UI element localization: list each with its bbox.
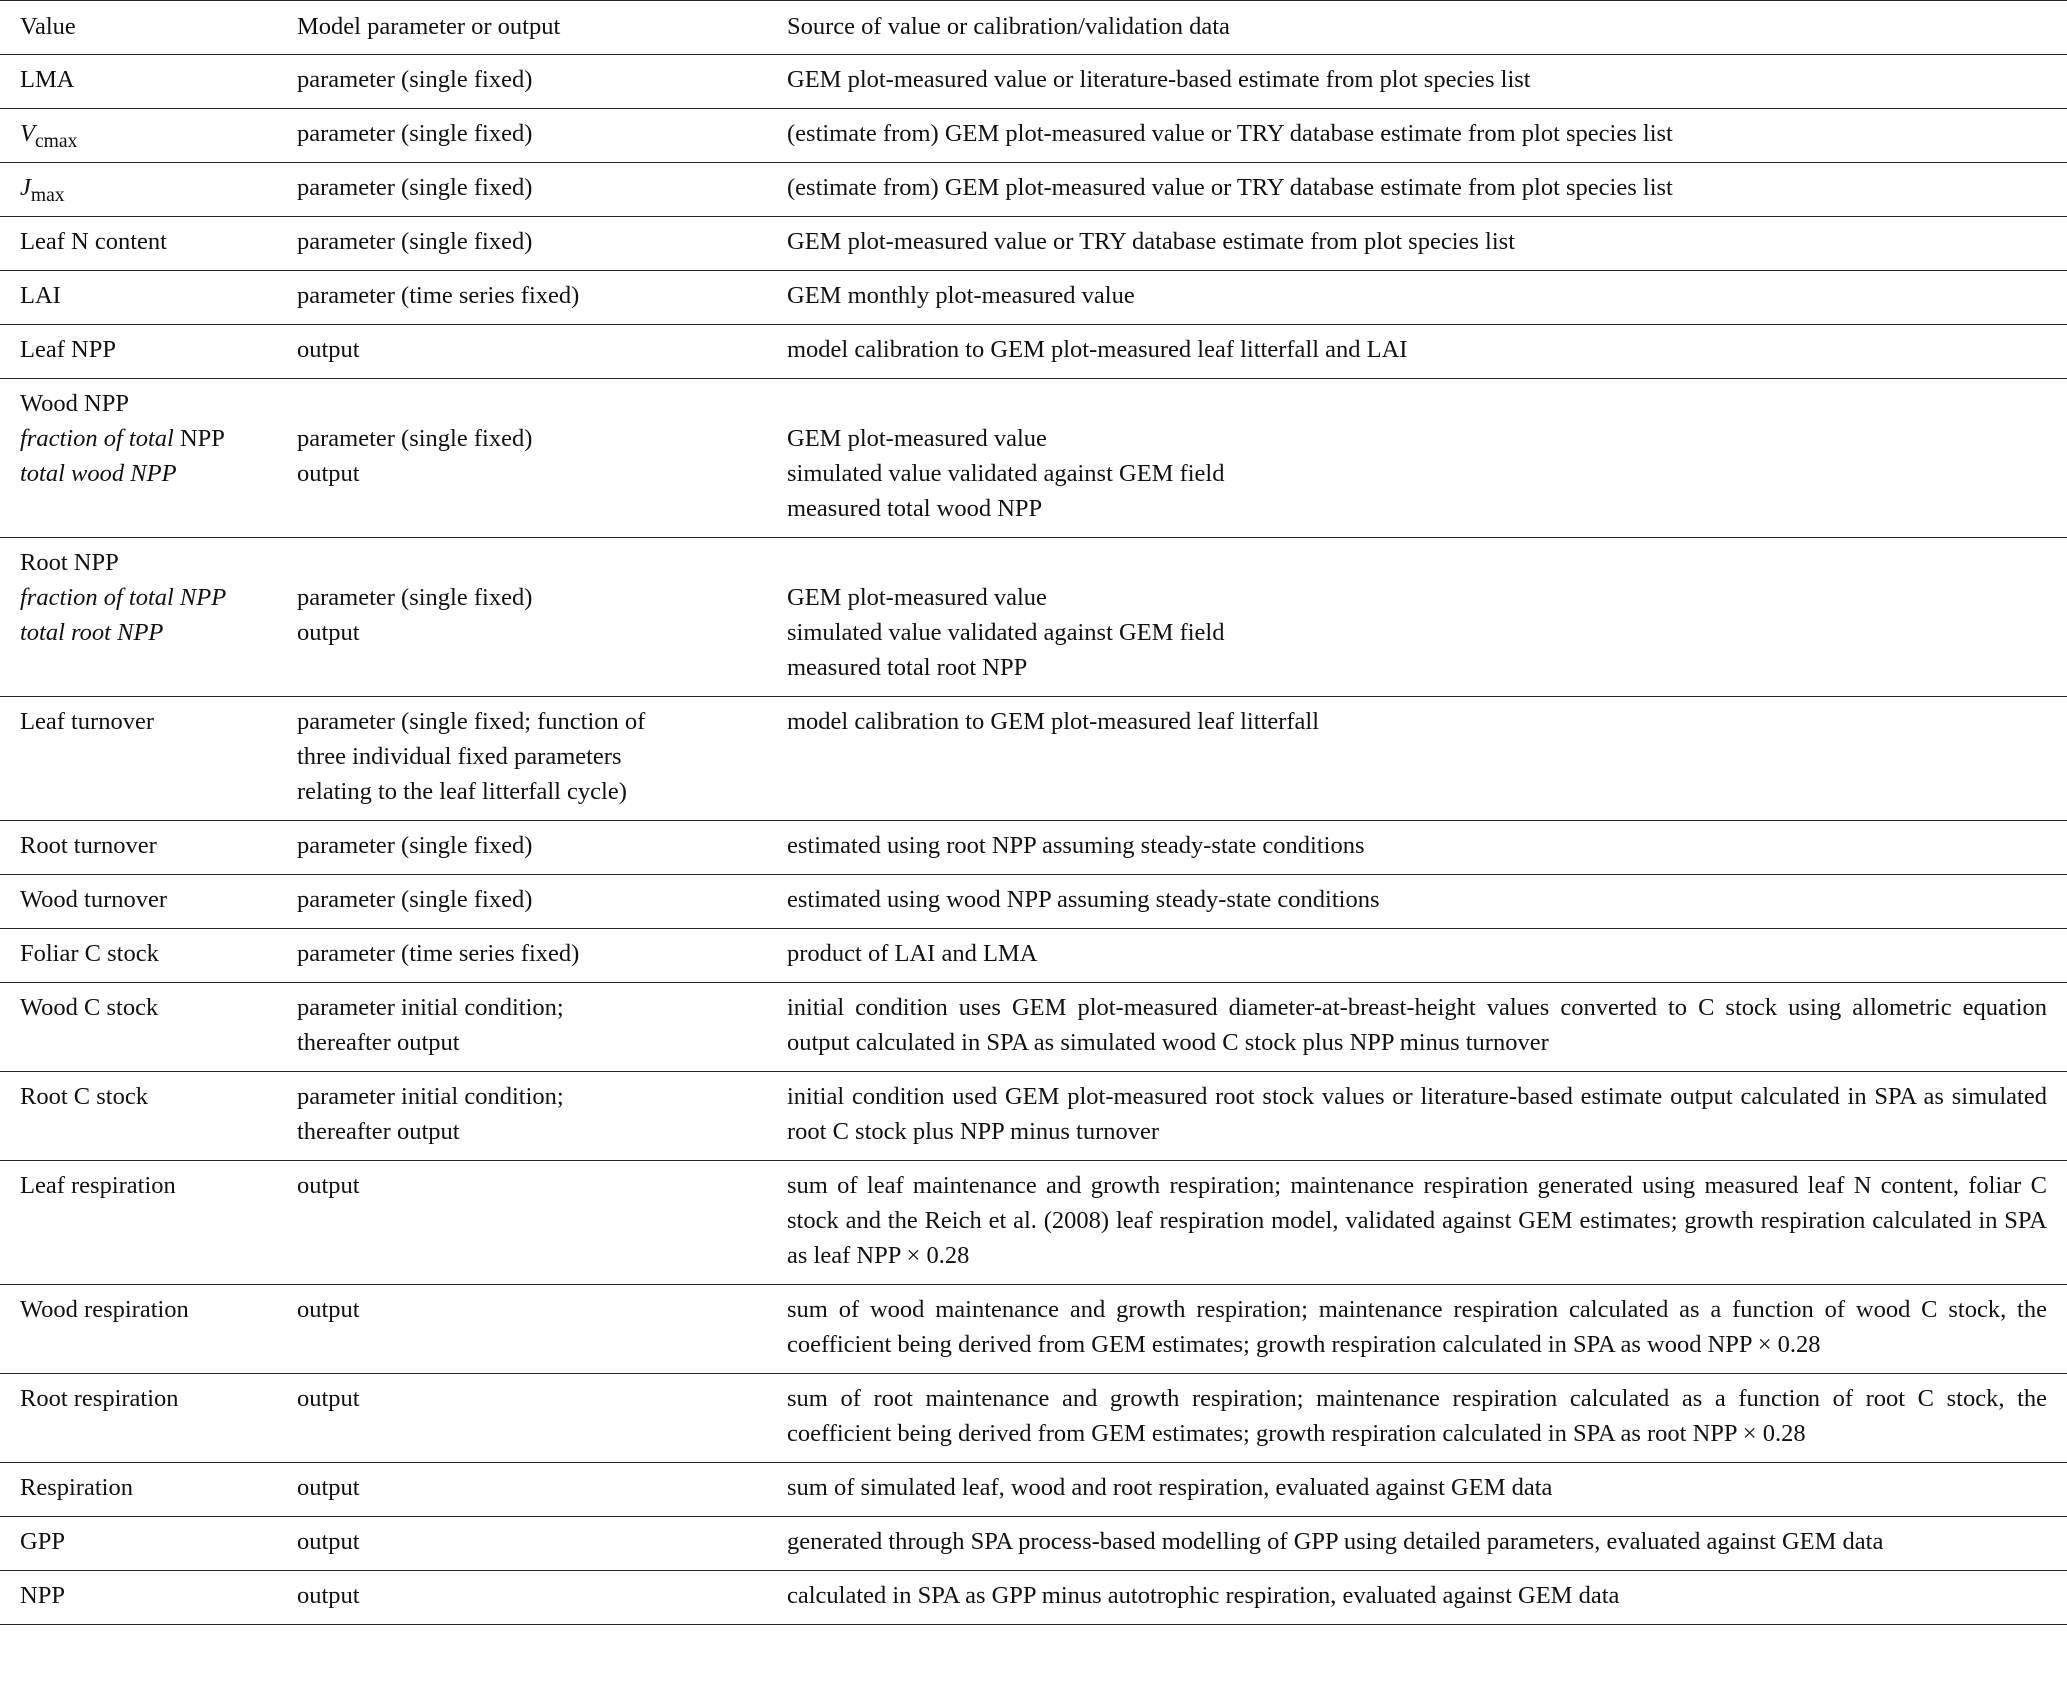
model-cell: output [297,1474,360,1501]
value-subitem: fraction of total NPP [20,425,225,452]
value-cell: Root turnover [20,832,157,859]
model-cell: parameter (single fixed) [297,886,533,913]
model-line: parameter (single fixed) [297,584,533,611]
value-cell [0,109,297,163]
model-cell: output [297,1582,360,1609]
value-cell: Root C stock [20,1083,148,1110]
value-cell: NPP [20,1582,65,1609]
value-cell: Wood C stock [20,994,159,1021]
model-line: parameter (single fixed) [297,425,533,452]
table-row [0,1285,2067,1374]
value-subitem: total wood NPP [20,460,177,487]
table-row [0,697,2067,821]
source-cell: model calibration to GEM plot-measured leaf litterfall and LAI [787,336,1408,363]
source-cell: GEM plot-measured value or literature-based estimate from plot species list [787,66,1531,93]
column-header-value: Value [20,13,76,40]
model-line: thereafter output [297,1118,460,1145]
model-line: parameter initial condition; [297,994,564,1021]
source-cell: product of LAI and LMA [787,940,1038,967]
value-symbol: J [20,174,31,201]
value-cell [0,538,297,697]
source-line: simulated value validated against GEM field [787,460,1225,487]
value-cell [0,163,297,217]
source-cell: (estimate from) GEM plot-measured value or TRY database estimate from plot species list [787,174,1673,201]
value-cell: Leaf turnover [20,708,154,735]
source-line: measured total root NPP [787,654,1028,681]
table-row [0,217,2067,271]
source-cell: estimated using root NPP assuming steady-state conditions [787,832,1365,859]
table-row [0,325,2067,379]
value-cell: LAI [20,282,61,309]
model-line: parameter (single fixed; function of [297,708,646,735]
column-header-model: Model parameter or output [297,13,561,40]
source-cell: estimated using wood NPP assuming steady-state conditions [787,886,1380,913]
value-cell: Respiration [20,1474,133,1501]
value-cell: LMA [20,66,75,93]
source-cell: calculated in SPA as GPP minus autotrophic respiration, evaluated against GEM data [787,1582,1620,1609]
model-cell: parameter (single fixed) [297,66,533,93]
model-cell: parameter (single fixed) [297,228,533,255]
source-line: measured total wood NPP [787,495,1043,522]
table-row [0,929,2067,983]
value-cell: Foliar C stock [20,940,159,967]
model-cell: output [297,1528,360,1555]
source-cell: GEM plot-measured value or TRY database estimate from plot species list [787,228,1516,255]
model-cell: parameter (time series fixed) [297,282,580,309]
table-row [0,163,2067,217]
source-cell: (estimate from) GEM plot-measured value or TRY database estimate from plot species list [787,120,1673,147]
model-cell [297,379,787,538]
model-cell: parameter (single fixed) [297,174,533,201]
value-subscript: max [30,184,65,206]
value-cell: Wood turnover [20,886,168,913]
model-cell [297,538,787,697]
value-subscript: cmax [34,130,78,152]
model-line: output [297,460,360,487]
value-cell: Leaf NPP [20,336,116,363]
source-cell: initial condition used GEM plot-measured root stock values or literature-based estimate output calculated in SPA as simulated root C stock plus NPP minus turnover [787,1083,2047,1145]
model-cell: output [297,336,360,363]
source-cell: model calibration to GEM plot-measured leaf litterfall [787,708,1320,735]
value-subitem: fraction of total NPP [20,584,227,611]
table-row [0,1517,2067,1571]
value-cell: Wood respiration [20,1296,189,1323]
model-cell [297,697,787,821]
model-cell [297,983,787,1072]
table-row [0,379,2067,538]
source-line: GEM plot-measured value [787,425,1047,452]
model-cell: parameter (single fixed) [297,120,533,147]
table-row [0,1463,2067,1517]
value-cell: Root respiration [20,1385,179,1412]
table-row [0,1374,2067,1463]
source-line: GEM plot-measured value [787,584,1047,611]
value-title: Wood NPP [20,390,129,417]
table-row [0,821,2067,875]
source-cell: generated through SPA process-based modelling of GPP using detailed parameters, evaluated against GEM data [787,1528,1884,1555]
model-cell: output [297,1172,360,1199]
source-line: simulated value validated against GEM field [787,619,1225,646]
column-header-source: Source of value or calibration/validation data [787,13,1230,40]
value-cell: GPP [20,1528,65,1555]
value-symbol: V [20,120,35,147]
table-row [0,1571,2067,1625]
source-cell: initial condition uses GEM plot-measured diameter-at-breast-height values converted to C stock using allometric equation output calculated in SPA as simulated wood C stock plus NPP minus turnover [787,994,2047,1056]
model-line: three individual fixed parameters [297,743,622,770]
source-cell: GEM monthly plot-measured value [787,282,1135,309]
model-line: thereafter output [297,1029,460,1056]
table-row [0,538,2067,697]
value-cell: Leaf respiration [20,1172,176,1199]
value-subitem: total root NPP [20,619,164,646]
model-cell: parameter (single fixed) [297,832,533,859]
table-row [0,1072,2067,1161]
value-title: Root NPP [20,549,119,576]
model-line: output [297,619,360,646]
value-cell [0,379,297,538]
table-row [0,109,2067,163]
source-cell: sum of wood maintenance and growth respiration; maintenance respiration calculated as a function of wood C stock, the coefficient being derived from GEM estimates; growth respiration calculated in SPA as wood NPP × 0.28 [787,1296,2047,1358]
table-row [0,271,2067,325]
model-cell: output [297,1385,360,1412]
model-cell: parameter (time series fixed) [297,940,580,967]
table-row [0,1161,2067,1285]
model-cell: output [297,1296,360,1323]
model-cell [297,1072,787,1161]
table-row [0,983,2067,1072]
source-cell: sum of leaf maintenance and growth respiration; maintenance respiration generated using measured leaf N content, foliar C stock and the Reich et al. (2008) leaf respiration model, validated against GEM estimates; growth respiration calculated in SPA as leaf NPP × 0.28 [787,1172,2047,1269]
model-line: relating to the leaf litterfall cycle) [297,778,627,805]
model-line: parameter initial condition; [297,1083,564,1110]
table-header-row [0,1,2067,55]
source-cell: sum of simulated leaf, wood and root respiration, evaluated against GEM data [787,1474,1553,1501]
table-row [0,55,2067,109]
source-cell [787,379,2067,538]
source-cell [787,538,2067,697]
source-cell: sum of root maintenance and growth respiration; maintenance respiration calculated as a function of root C stock, the coefficient being derived from GEM estimates; growth respiration calculated in SPA as root NPP × 0.28 [787,1385,2047,1447]
table-row [0,875,2067,929]
value-cell: Leaf N content [20,228,167,255]
